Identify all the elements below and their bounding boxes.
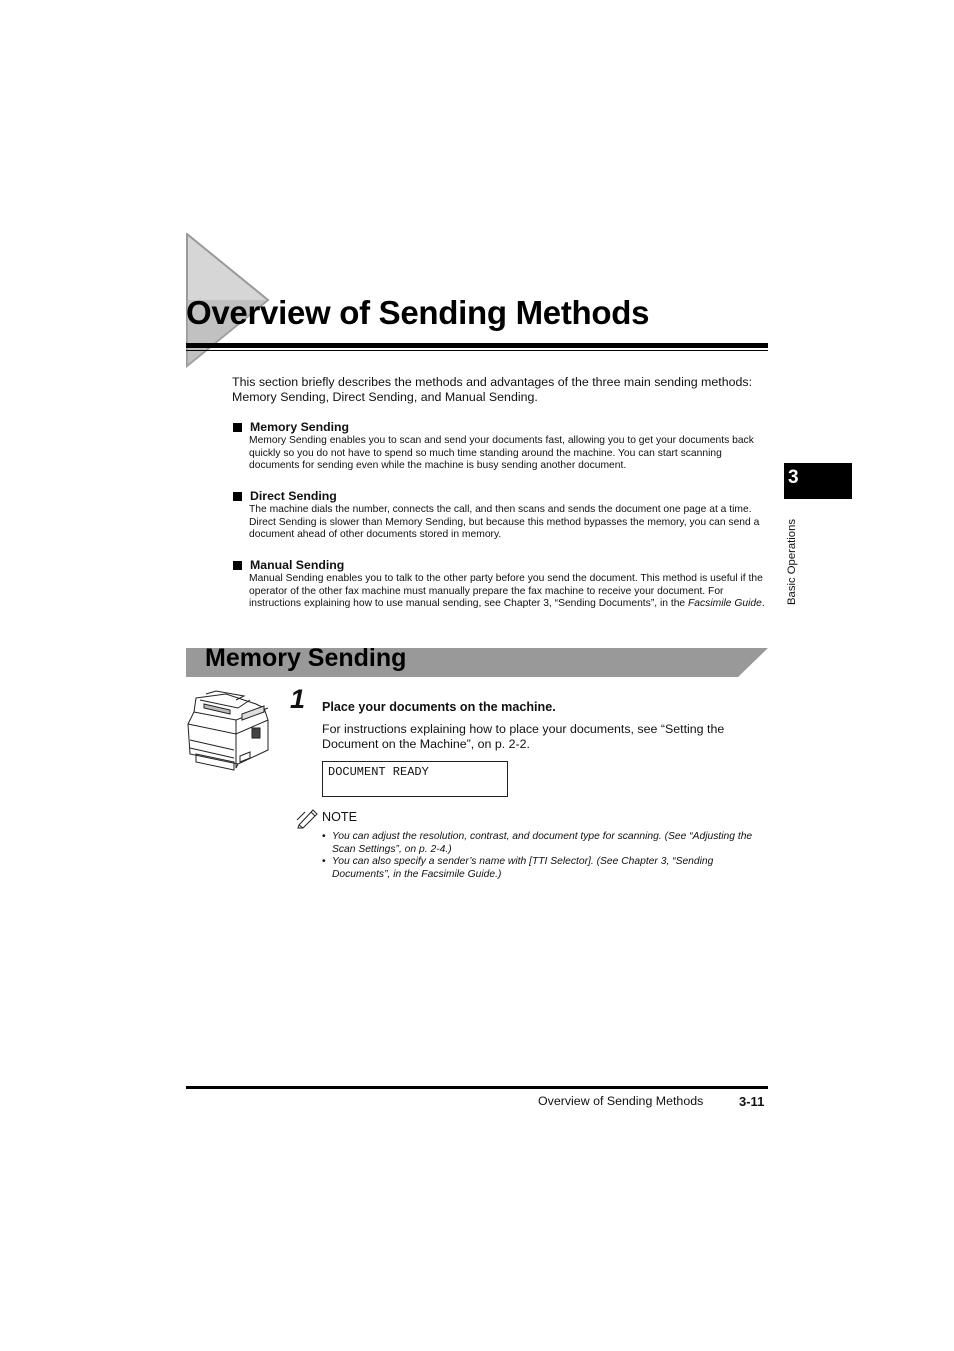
method-description-text: Manual Sending enables you to talk to the other party before you send the document. This method is useful if the operator of the other fax machine must manually prepare the fax machine to receive your document. For instructions explaining how to use manual sending, see Chapter 3, “Sending Documents”, in the <box>249 573 763 610</box>
method-heading: Memory Sending <box>250 420 350 434</box>
pencil-note-icon <box>296 807 320 829</box>
guide-reference: Facsimile Guide <box>688 598 762 610</box>
method-memory-sending <box>232 420 772 473</box>
method-manual-sending <box>232 558 772 611</box>
method-description: The machine dials the number, connects the call, and then scans and sends the document one page at a time. Direct Sending is slower than Memory Sending, but because this method bypasses the memory, you can send a document ahead of other documents stored in memory. <box>249 504 760 541</box>
footer-rule <box>186 1086 768 1089</box>
note-bullet: • <box>322 831 326 842</box>
note-bullet: • <box>322 856 326 868</box>
bullet-square-icon <box>233 492 242 501</box>
note-item <box>322 856 772 881</box>
intro-paragraph: This section briefly describes the methods and advantages of the three main sending methods: Memory Sending, Direct Sending, and Manual Sending. <box>232 375 753 404</box>
chapter-title: Overview of Sending Methods <box>186 294 650 331</box>
method-description: Memory Sending enables you to scan and send your documents fast, allowing you to get your documents back quickly so you do not have to spend so much time standing around the machine. You can start scanning documents for sending even while the machine is busy sending another document. <box>249 435 754 472</box>
step-title: Place your documents on the machine. <box>322 700 556 714</box>
bullet-square-icon <box>233 423 242 432</box>
chapter-tab <box>784 463 852 499</box>
note-label: NOTE <box>322 810 357 824</box>
fax-machine-icon <box>186 690 270 774</box>
note-list <box>322 831 772 881</box>
footer-section-name: Overview of Sending Methods <box>538 1094 704 1108</box>
chapter-side-label: Basic Operations <box>786 518 798 605</box>
page-number: 3-11 <box>739 1094 765 1109</box>
note-item-text: You can adjust the resolution, contrast, and document type for scanning. (See “Adjusting the Scan Settings”, on p. 2-4.) <box>332 831 753 855</box>
method-description <box>249 573 772 611</box>
section-title: Memory Sending <box>205 644 407 672</box>
method-heading: Manual Sending <box>250 558 345 572</box>
bullet-square-icon <box>233 561 242 570</box>
chapter-tab-number: 3 <box>788 467 799 488</box>
lcd-display-text: DOCUMENT READY <box>328 765 429 779</box>
note-item <box>322 831 772 856</box>
note-item-text: You can also specify a sender’s name with [TTI Selector]. (See Chapter 3, “Sending Documents”, in the Facsimile Guide.) <box>332 856 714 880</box>
method-heading: Direct Sending <box>250 489 337 503</box>
step-instructions: For instructions explaining how to place your documents, see “Setting the Document on the Machine”, on p. 2-2. <box>322 722 725 751</box>
method-description-end: . <box>761 598 765 610</box>
lcd-display <box>322 761 508 797</box>
method-direct-sending <box>232 489 772 542</box>
title-rule <box>186 343 768 348</box>
title-rule-thin <box>186 350 768 351</box>
step-number: 1 <box>290 684 306 714</box>
